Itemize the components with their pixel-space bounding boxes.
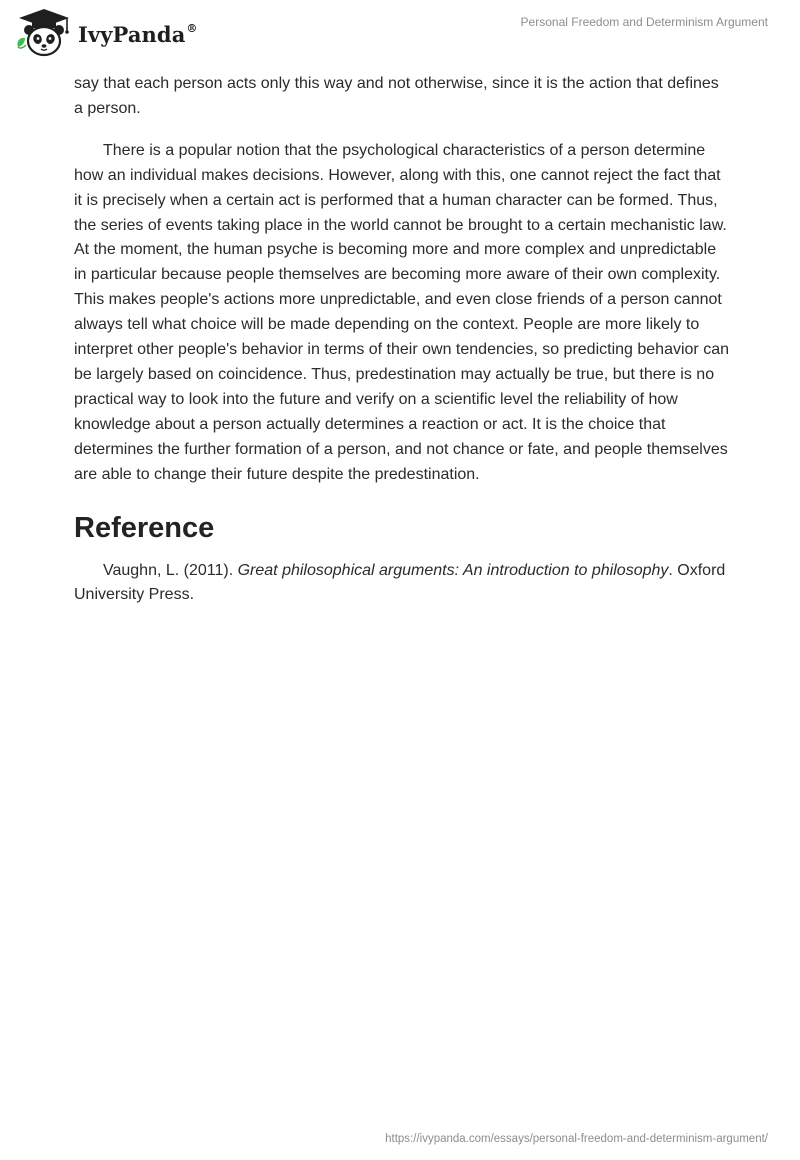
reference-title: Great philosophical arguments: An introduction to philosophy	[237, 561, 669, 579]
essay-content	[74, 72, 729, 608]
reference-heading: Reference	[74, 511, 215, 544]
reference-entry	[74, 559, 729, 609]
reference-publisher: . Oxford University Press.	[74, 561, 726, 604]
page-header	[0, 0, 800, 66]
ivypanda-logo[interactable]	[14, 7, 198, 59]
panda-graduation-cap-icon	[14, 7, 74, 59]
registered-mark: ®	[186, 21, 198, 35]
logo-wordmark	[78, 22, 198, 47]
source-url[interactable]: https://ivypanda.com/essays/personal-freedom-and-determinism-argument/	[385, 1133, 768, 1145]
logo-name: IvyPanda	[78, 21, 186, 47]
running-title: Personal Freedom and Determinism Argument	[520, 15, 768, 29]
body-paragraph-2: There is a popular notion that the psychological characteristics of a person determine how an individual makes decisions. However, along with this, one cannot reject the fact that it is precisely when a certain act is performed that a human character can be formed. Thus, the series of events taking place in the world cannot be brought to a certain mechanistic law. At the moment, the human psyche is becoming more and more complex and unpredictable in particular because people themselves are becoming more aware of their own complexity. This makes people's actions more unpredictable, and even close friends of a person cannot always tell what choice will be made depending on the context. People are more likely to interpret other people's behavior in terms of their own tendencies, so predicting behavior can be largely based on coincidence. Thus, predestination may actually be true, but there is no practical way to look into the future and verify on a scientific level the reliability of how knowledge about a person actually determines a reaction or act. It is the choice that determines the further formation of a person, and not chance or fate, and people themselves are able to change their future despite the predestination.	[74, 141, 729, 483]
reference-author-year: Vaughn, L. (2011).	[103, 561, 238, 579]
body-paragraph-1: say that each person acts only this way and not otherwise, since it is the action that defines a person.	[74, 75, 719, 117]
